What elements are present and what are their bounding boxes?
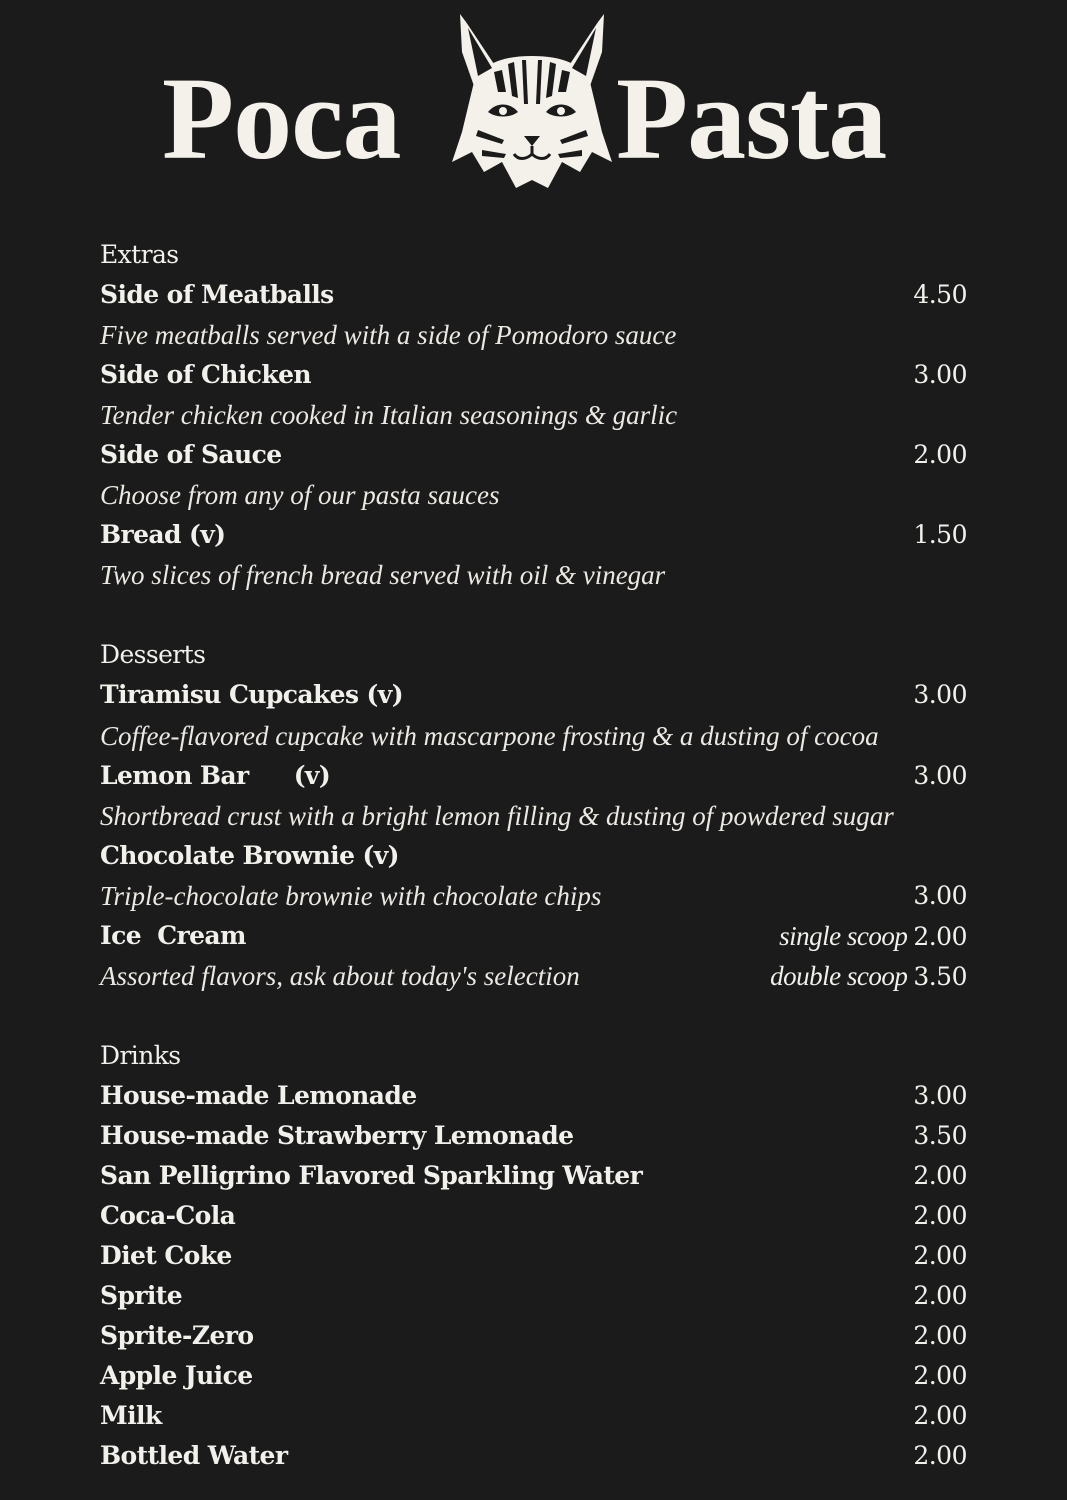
item-name: Chocolate Brownie (v)	[100, 840, 399, 870]
item-description: Five meatballs served with a side of Pomodoro sauce	[100, 320, 677, 351]
item-description-row	[100, 475, 970, 515]
item-price: 2.00	[913, 1361, 967, 1391]
option-label: single scoop	[779, 920, 908, 951]
section-heading-drinks: Drinks	[100, 1040, 181, 1070]
item-name: Milk	[100, 1401, 162, 1431]
item-name: Diet Coke	[100, 1241, 232, 1271]
item-description-row	[100, 796, 970, 836]
drink-item	[100, 1116, 970, 1156]
vegetarian-tag: (v)	[293, 760, 331, 790]
item-price: 4.50	[913, 280, 967, 310]
item-description: Shortbread crust with a bright lemon filling & dusting of powdered sugar	[100, 800, 894, 831]
section-heading-desserts: Desserts	[100, 640, 206, 670]
drink-item	[100, 1276, 970, 1316]
item-description-row	[100, 876, 970, 916]
item-description: Choose from any of our pasta sauces	[100, 480, 500, 511]
drink-item	[100, 1236, 970, 1276]
item-name: House-made Strawberry Lemonade	[100, 1120, 574, 1150]
item-price: 3.00	[913, 760, 967, 790]
menu-item	[100, 675, 970, 715]
item-price-options	[770, 956, 967, 997]
item-name: Apple Juice	[100, 1361, 253, 1391]
menu-item	[100, 275, 970, 315]
item-name: Side of Meatballs	[100, 280, 334, 310]
drink-item	[100, 1316, 970, 1356]
item-name: Bread (v)	[100, 520, 226, 550]
item-name: San Pelligrino Flavored Sparkling Water	[100, 1160, 643, 1190]
item-description-row	[100, 315, 970, 355]
item-description: Coffee-flavored cupcake with mascarpone frosting & a dusting of cocoa	[100, 720, 879, 751]
item-description-row	[100, 555, 970, 595]
item-name: Sprite	[100, 1281, 183, 1311]
item-name: Sprite-Zero	[100, 1321, 254, 1351]
brand-word-left: Poca	[162, 53, 401, 184]
item-price: 2.00	[913, 440, 967, 470]
item-description: Triple-chocolate brownie with chocolate chips	[100, 880, 602, 911]
item-name: Coca-Cola	[100, 1201, 236, 1231]
item-price: 2.00	[913, 1160, 967, 1190]
brand-word-right: Pasta	[616, 53, 887, 184]
item-name: Side of Sauce	[100, 440, 282, 470]
item-name: Tiramisu Cupcakes (v)	[100, 680, 403, 710]
menu-item-ice-cream	[100, 916, 970, 956]
section-spacer	[100, 595, 970, 635]
option-price: 2.00	[913, 921, 967, 951]
item-description-row	[100, 716, 970, 756]
item-price: 2.00	[913, 1201, 967, 1231]
item-price: 3.00	[913, 1080, 967, 1110]
item-name: Bottled Water	[100, 1441, 288, 1471]
lynx-head-icon	[452, 12, 612, 188]
menu-item	[100, 756, 970, 796]
drink-item	[100, 1396, 970, 1436]
option-label: double scoop	[770, 960, 908, 991]
drink-item	[100, 1196, 970, 1236]
menu-item	[100, 435, 970, 475]
drink-item	[100, 1356, 970, 1396]
item-price: 3.50	[913, 1120, 967, 1150]
item-price: 3.00	[913, 680, 967, 710]
item-description-row	[100, 395, 970, 435]
item-name: House-made Lemonade	[100, 1080, 417, 1110]
item-price: 2.00	[913, 1321, 967, 1351]
item-description: Two slices of french bread served with oil & vinegar	[100, 560, 666, 591]
item-description-row	[100, 956, 970, 996]
item-price-options	[779, 916, 967, 957]
section-spacer	[100, 996, 970, 1036]
item-description: Tender chicken cooked in Italian seasonings & garlic	[100, 400, 678, 431]
section-heading-extras: Extras	[100, 240, 179, 269]
item-name: Lemon Bar	[100, 760, 249, 790]
menu-item	[100, 836, 970, 876]
item-price: 1.50	[913, 520, 967, 550]
drink-item	[100, 1156, 970, 1196]
item-price: 2.00	[913, 1241, 967, 1271]
menu-body	[100, 235, 970, 1476]
drink-item	[100, 1076, 970, 1116]
item-price: 2.00	[913, 1441, 967, 1471]
menu-item	[100, 355, 970, 395]
item-description: Assorted flavors, ask about today's selection	[100, 960, 580, 991]
item-price: 3.00	[913, 360, 967, 390]
drink-item	[100, 1436, 970, 1476]
item-price: 2.00	[913, 1401, 967, 1431]
option-price: 3.50	[913, 961, 967, 991]
menu-item	[100, 515, 970, 555]
item-name: Side of Chicken	[100, 360, 311, 390]
menu-header	[0, 10, 1067, 190]
item-name: Ice Cream	[100, 920, 246, 950]
item-price: 2.00	[913, 1281, 967, 1311]
item-price: 3.00	[913, 880, 967, 910]
